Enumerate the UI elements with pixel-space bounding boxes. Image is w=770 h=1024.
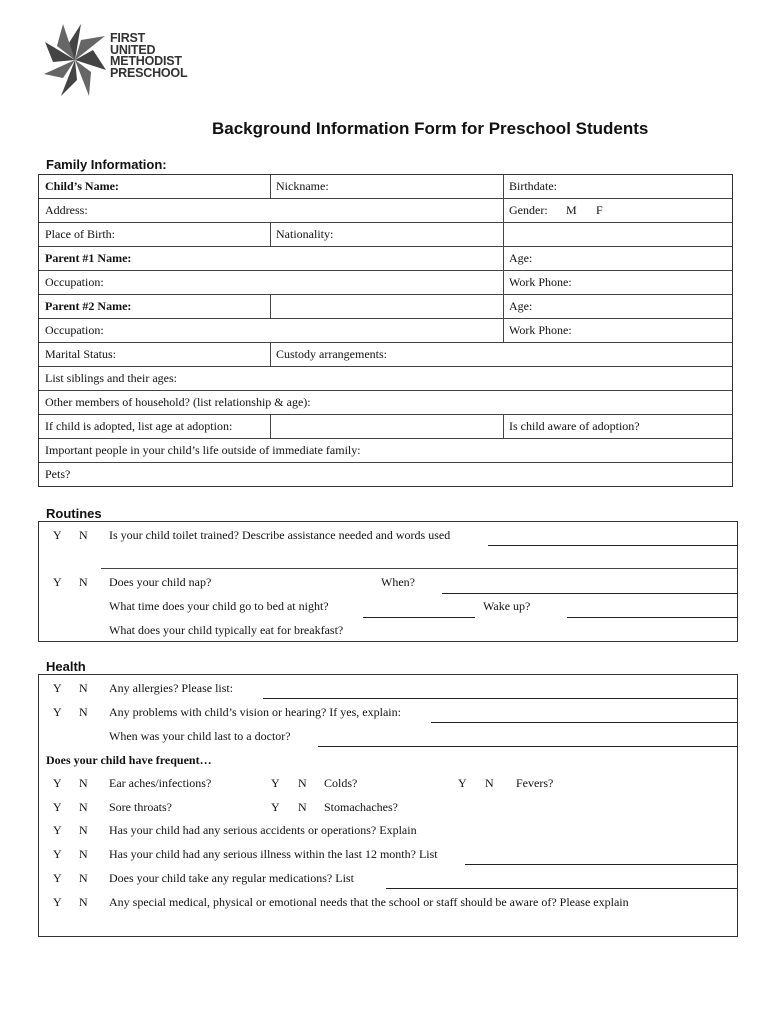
nationality-field[interactable]: Nationality: xyxy=(276,227,334,241)
table-row xyxy=(39,247,732,271)
gender-m-option[interactable]: M xyxy=(566,203,577,217)
throats-yes-option[interactable]: Y xyxy=(53,800,62,814)
table-row xyxy=(39,175,732,199)
parent2-age-field[interactable]: Age: xyxy=(509,299,533,313)
allergies-yes-option[interactable]: Y xyxy=(53,681,62,695)
table-row xyxy=(39,439,732,463)
pinwheel-logo-icon xyxy=(44,22,106,98)
illness-yes-option[interactable]: Y xyxy=(53,847,62,861)
ear-yes-option[interactable]: Y xyxy=(53,776,62,790)
org-line: UNITED xyxy=(110,42,156,57)
pets-field[interactable]: Pets? xyxy=(45,467,71,481)
wake-up-label: Wake up? xyxy=(483,599,531,613)
breakfast-question: What does your child typically eat for breakfast? xyxy=(109,623,344,637)
adoption-age-field[interactable]: If child is adopted, list age at adoption: xyxy=(45,419,233,433)
doctor-question: When was your child last to a doctor? xyxy=(109,729,291,743)
accidents-question: Has your child had any serious accidents or operations? Explain xyxy=(109,823,417,837)
table-row xyxy=(39,319,732,343)
address-field[interactable]: Address: xyxy=(45,203,88,217)
marital-status-field[interactable]: Marital Status: xyxy=(45,347,116,361)
nap-when-line[interactable] xyxy=(442,593,737,594)
wake-up-line[interactable] xyxy=(567,617,737,618)
allergies-question: Any allergies? Please list: xyxy=(109,681,234,695)
illness-line[interactable] xyxy=(465,864,737,865)
parent1-work-phone-field[interactable]: Work Phone: xyxy=(509,275,572,289)
doctor-line[interactable] xyxy=(318,746,737,747)
bedtime-question: What time does your child go to bed at night? xyxy=(109,599,329,613)
routines-section-title: Routines xyxy=(46,506,102,521)
toilet-question: Is your child toilet trained? Describe assistance needed and words used xyxy=(109,528,451,542)
table-row xyxy=(39,223,732,247)
accidents-yes-option[interactable]: Y xyxy=(53,823,62,837)
special-needs-yes-option[interactable]: Y xyxy=(53,895,62,909)
stomach-yes-option[interactable]: Y xyxy=(271,800,280,814)
table-row xyxy=(39,199,732,223)
family-table xyxy=(38,174,733,487)
parent1-name-field[interactable]: Parent #1 Name: xyxy=(45,251,132,265)
illness-no-option[interactable]: N xyxy=(79,847,88,861)
bedtime-line[interactable] xyxy=(363,617,475,618)
ear-aches-label: Ear aches/infections? xyxy=(109,776,212,790)
birthdate-field[interactable]: Birthdate: xyxy=(509,179,557,193)
table-row xyxy=(39,295,732,319)
stomach-no-option[interactable]: N xyxy=(298,800,307,814)
fevers-yes-option[interactable]: Y xyxy=(458,776,467,790)
childs-name-field[interactable]: Child’s Name: xyxy=(45,179,119,193)
table-row xyxy=(39,463,732,486)
sore-throats-label: Sore throats? xyxy=(109,800,172,814)
parent2-name-field[interactable]: Parent #2 Name: xyxy=(45,299,132,313)
allergies-line[interactable] xyxy=(263,698,737,699)
table-row xyxy=(39,271,732,295)
vision-no-option[interactable]: N xyxy=(79,705,88,719)
place-of-birth-field[interactable]: Place of Birth: xyxy=(45,227,115,241)
colds-yes-option[interactable]: Y xyxy=(271,776,280,790)
toilet-answer-line-2[interactable] xyxy=(101,568,737,569)
table-row xyxy=(39,343,732,367)
special-needs-question: Any special medical, physical or emotional needs that the school or staff should be aware of? Please explain xyxy=(109,895,629,909)
colds-label: Colds? xyxy=(324,776,358,790)
important-people-field[interactable]: Important people in your child’s life outside of immediate family: xyxy=(45,443,361,457)
form-title: Background Information Form for Preschool Students xyxy=(212,119,649,138)
nap-question: Does your child nap? xyxy=(109,575,212,589)
nap-no-option[interactable]: N xyxy=(79,575,88,589)
medications-line[interactable] xyxy=(386,888,737,889)
custody-field[interactable]: Custody arrangements: xyxy=(276,347,387,361)
health-box xyxy=(38,674,738,937)
ear-no-option[interactable]: N xyxy=(79,776,88,790)
table-row xyxy=(39,391,732,415)
household-field[interactable]: Other members of household? (list relationship & age): xyxy=(45,395,311,409)
org-name xyxy=(110,33,187,79)
fevers-no-option[interactable]: N xyxy=(485,776,494,790)
family-section-title: Family Information: xyxy=(46,157,167,172)
medications-yes-option[interactable]: Y xyxy=(53,871,62,885)
toilet-yes-option[interactable]: Y xyxy=(53,528,62,542)
nap-yes-option[interactable]: Y xyxy=(53,575,62,589)
vision-line[interactable] xyxy=(431,722,737,723)
table-row xyxy=(39,415,732,439)
health-section-title: Health xyxy=(46,659,86,674)
colds-no-option[interactable]: N xyxy=(298,776,307,790)
nap-when-label: When? xyxy=(381,575,415,589)
table-row xyxy=(39,367,732,391)
illness-question: Has your child had any serious illness within the last 12 month? List xyxy=(109,847,438,861)
medications-question: Does your child take any regular medications? List xyxy=(109,871,354,885)
stomachaches-label: Stomachaches? xyxy=(324,800,398,814)
accidents-no-option[interactable]: N xyxy=(79,823,88,837)
special-needs-no-option[interactable]: N xyxy=(79,895,88,909)
routines-box xyxy=(38,521,738,642)
org-line: PRESCHOOL xyxy=(110,65,188,80)
nickname-field[interactable]: Nickname: xyxy=(276,179,329,193)
org-line: FIRST xyxy=(110,31,146,45)
siblings-field[interactable]: List siblings and their ages: xyxy=(45,371,177,385)
parent1-occupation-field[interactable]: Occupation: xyxy=(45,275,104,289)
toilet-answer-line[interactable] xyxy=(488,545,737,546)
medications-no-option[interactable]: N xyxy=(79,871,88,885)
toilet-no-option[interactable]: N xyxy=(79,528,88,542)
frequent-heading: Does your child have frequent… xyxy=(46,753,212,767)
parent1-age-field[interactable]: Age: xyxy=(509,251,533,265)
vision-yes-option[interactable]: Y xyxy=(53,705,62,719)
parent2-work-phone-field[interactable]: Work Phone: xyxy=(509,323,572,337)
org-line: METHODIST xyxy=(110,54,182,68)
adoption-aware-field[interactable]: Is child aware of adoption? xyxy=(509,419,640,433)
vision-question: Any problems with child’s vision or hearing? If yes, explain: xyxy=(109,705,401,719)
parent2-occupation-field[interactable]: Occupation: xyxy=(45,323,104,337)
gender-f-option[interactable]: F xyxy=(596,203,603,217)
throats-no-option[interactable]: N xyxy=(79,800,88,814)
fevers-label: Fevers? xyxy=(516,776,554,790)
allergies-no-option[interactable]: N xyxy=(79,681,88,695)
gender-label: Gender: xyxy=(509,203,548,217)
